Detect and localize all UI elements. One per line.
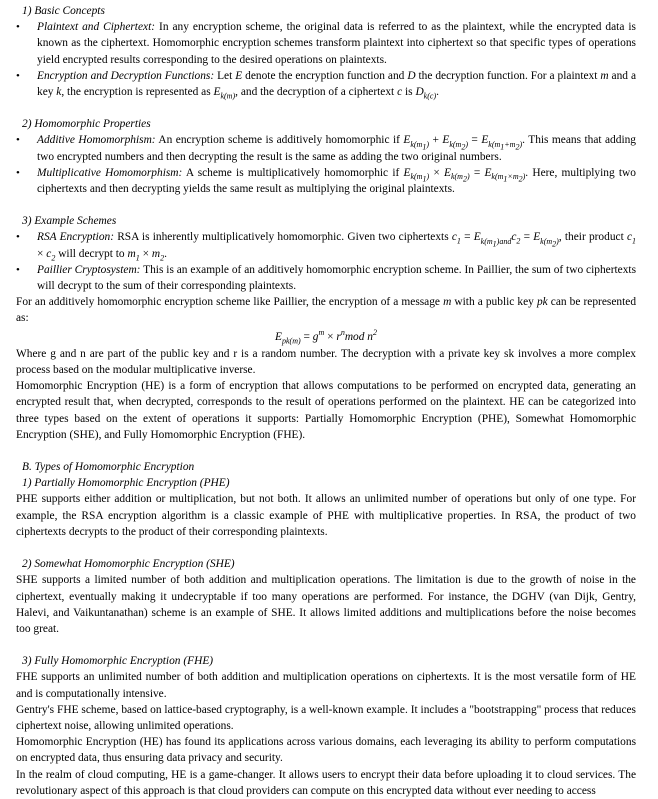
paragraph: In the realm of cloud computing, HE is a game-changer. It allows users to encrypt their data before uploading it to cloud services. The revolutionary aspect of this approach is that cloud providers can compute on this encrypted data without ever needing to access: [16, 768, 636, 797]
list-item: • Encryption and Decryption Functions: Let E denote the encryption function and D the decryption function. For a plaintext m and a key k, the encryption is represented as $E_{k(m)}$, and the decryption of a ciphertext c is $D_{k(c)}$.: [16, 69, 637, 101]
subsection-heading-phe: 1) Partially Homomorphic Encryption (PHE): [22, 477, 230, 490]
bullet-icon: •: [16, 231, 20, 244]
list-item: • Paillier Cryptosystem: This is an example of an additively homomorphic encryption scheme. In Paillier, the sum of two ciphertexts will decrypt to the sum of their corresponding plaintexts.: [16, 263, 636, 293]
bullet-icon: •: [16, 263, 20, 276]
subsection-heading-she: 2) Somewhat Homomorphic Encryption (SHE): [22, 558, 235, 571]
paragraph: Homomorphic Encryption (HE) has found its applications across various domains, each leveraging its ability to perform computations on encrypted data, thus ensuring data privacy and security.: [16, 736, 636, 765]
paragraph: FHE supports an unlimited number of both addition and multiplication operations on ciphertexts. It is the most versatile form of HE and is computationally intensive.: [16, 671, 636, 700]
paragraph: Where g and n are part of the public key and r is a random number. The decryption with a private key sk involves a more complex process based on the modular multiplicative inverse.: [16, 347, 636, 377]
rsa-formula: $c_1 = E_{k(m_1)and}c_2 = E_{k(m_2)}$: [451, 231, 559, 249]
paragraph: Homomorphic Encryption (HE) is a form of encryption that allows computations to be performed on encrypted data, generating an encrypted result that, when decrypted, corresponds to the result of operations performed on the plaintext. HE can be categorized into three types based on the extent of operations it supports: Partially Homomorphic Encryption (PHE), Somewhat Homomorphic Encryption (SHE), and Fully Homomorphic Encryption (FHE).: [16, 380, 636, 441]
bullet-icon: •: [16, 69, 20, 82]
list-item: • Multiplicative Homomorphism: A scheme is multiplicatively homomorphic if $E_{k(m_1)} \times E_{k(m_2)} = E_{k(m_1\times m_2)}$. Here, multiplying two ciphertexts and then decrypting yields the same result as multiplying the original plaintexts.: [16, 166, 636, 196]
paragraph: Gentry's FHE scheme, based on lattice-based cryptography, is a well-known example. It includes a "bootstrapping" process that reduces ciphertext noise, allowing unlimited operations.: [16, 703, 636, 732]
list-item: • Plaintext and Ciphertext: In any encryption scheme, the original data is referred to as the plaintext, while the encrypted data is known as the ciphertext. Homomorphic encryption schemes transform plaintext into ciphertext so that specific types of operations yield encrypted results corresponding to the desired operations on plaintexts.: [16, 21, 636, 66]
subsection-heading-fhe: 3) Fully Homomorphic Encryption (FHE): [22, 655, 214, 668]
paragraph: SHE supports a limited number of both addition and multiplication operations. The limitation is due to the growth of noise in the ciphertext, eventually making it undecryptable if too many operations are performed. For instance, the DGHV (van Dijk, Gentry, Halevi, and Vaikuntanathan) scheme is an example of SHE. It allows limited additions and multiplications before the noise becomes too great.: [16, 574, 636, 635]
additive-formula: $E_{k(m_1)} + E_{k(m_2)} = E_{k(m_1+m_2)}$: [403, 134, 523, 152]
basic-concepts-list: [16, 19, 636, 100]
decryption-formula: $D_{k(c)}$: [415, 86, 437, 101]
paragraph: For an additively homomorphic encryption scheme like Paillier, the encryption of a message m with a public key pk can be represented as:: [16, 296, 637, 325]
section-heading-homomorphic-properties: 2) Homomorphic Properties: [22, 118, 151, 131]
list-item: • Additive Homomorphism: An encryption scheme is additively homomorphic if $E_{k(m_1)} + E_{k(m_2)} = E_{k(m_1+m_2)}$. This means that adding two encrypted numbers and then decrypting the result is the same as adding the two original numbers.: [16, 134, 637, 163]
section-heading-basic-concepts: 1) Basic Concepts: [22, 5, 105, 17]
paillier-equation: $E_{pk(m)} = g^m \times r^nmod$ $n^2$: [275, 327, 377, 345]
section-heading-types: B. Types of Homomorphic Encryption: [22, 461, 195, 474]
list-item: • RSA Encryption: RSA is inherently multiplicatively homomorphic. Given two ciphertexts $c_1 = E_{k(m_1)and}c_2 = E_{k(m_2)}$, their product $c_1 \times c_2$ will decrypt to $m_1 \times m_2$.: [16, 231, 636, 262]
bullet-icon: •: [16, 166, 20, 179]
multiplicative-formula: $E_{k(m_1)} \times E_{k(m_2)} = E_{k(m_1\times m_2)}$: [403, 166, 526, 184]
example-schemes-list: [16, 229, 636, 294]
paragraph: PHE supports either addition or multiplication, but not both. It allows an unlimited number of operations but only of one type. For example, the RSA encryption algorithm is a classic example of PHE with multiplicative properties. In RSA, the product of two ciphertexts decrypts to the product of their corresponding plaintexts.: [16, 493, 636, 538]
bullet-icon: •: [16, 134, 20, 147]
bullet-icon: •: [16, 21, 20, 34]
document-page: [16, 3, 636, 799]
homomorphic-properties-list: [16, 132, 636, 197]
encryption-formula: $E_{k(m)}$: [213, 86, 236, 101]
section-heading-example-schemes: 3) Example Schemes: [22, 215, 117, 228]
